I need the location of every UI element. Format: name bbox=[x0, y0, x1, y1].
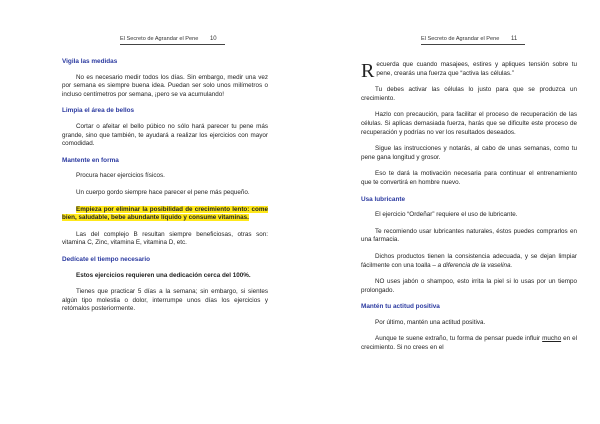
paragraph-text: en el crecimiento. Si no crees en el bbox=[361, 335, 578, 352]
section-heading: Mantente en forma bbox=[62, 156, 119, 164]
right-page-body bbox=[361, 61, 577, 361]
paragraph: No es necesario medir todos los días. Sin embargo, medir una vez por semana es siempre buena idea. Puedan ser solo unos milímetros o incluso centímetros por semana, ¡pero se va acumulando! bbox=[62, 73, 268, 98]
paragraph: Tienes que practicar 5 días a la semana; sin embargo, si sientes algún tipo molestia o dolor, interrumpe unos días los ejercicios y retómalos posteriormente. bbox=[62, 288, 268, 313]
paragraph: Tu debes activar las células lo justo para que se produzca un crecimiento. bbox=[361, 86, 577, 102]
drop-cap: R bbox=[361, 60, 375, 82]
italic-text: a diferencia de la vaselina. bbox=[437, 261, 513, 269]
paragraph: Un cuerpo gordo siempre hace parecer el pene más pequeño. bbox=[76, 188, 250, 196]
underlined-text: mucho bbox=[542, 335, 562, 343]
right-page-header bbox=[421, 36, 517, 42]
paragraph: NO uses jabón o shampoo, esto irrita la piel si lo usas por un tiempo prolongado. bbox=[361, 278, 577, 294]
right-page bbox=[300, 0, 600, 424]
paragraph: Procura hacer ejercicios físicos. bbox=[76, 172, 165, 180]
section-heading: Dedícate el tiempo necesario bbox=[62, 255, 151, 263]
bold-paragraph: Estos ejercicios requieren una dedicación cerca del 100%. bbox=[76, 271, 251, 279]
section-heading: Limpia el área de bellos bbox=[62, 107, 135, 115]
paragraph: Las del complejo B resultan siempre beneficiosas, otras son: vitamina C, Zinc, vitamina E, vitamina D, etc. bbox=[62, 230, 268, 247]
section-heading: Mantén tu actitud positiva bbox=[361, 303, 440, 311]
paragraph bbox=[361, 253, 577, 270]
page-number: 11 bbox=[510, 36, 518, 42]
paragraph-text: Aunque te suene extraño, tu forma de pensar puede influir bbox=[375, 335, 543, 343]
highlighted-text: Empieza por eliminar la posibilidad de crecimiento lento: come bien, saludable, bebe abundante líquido y consume vitaminas. bbox=[62, 205, 268, 222]
section-heading: Vigila las medidas bbox=[62, 58, 118, 65]
left-page-body bbox=[62, 58, 268, 322]
highlighted-paragraph bbox=[62, 206, 268, 223]
paragraph bbox=[361, 335, 577, 352]
paragraph-text: ecuerda que cuando masajees, estires y apliques tensión sobre tu pene, crearás una fuerza que “activa las células.” bbox=[376, 61, 577, 77]
header-title: El Secreto de Agrandar el Pene bbox=[421, 36, 500, 42]
paragraph: Te recomiendo usar lubricantes naturales, éstos puedes comprarlos en una farmacia. bbox=[361, 227, 577, 244]
header-title: El Secreto de Agrandar el Pene bbox=[120, 36, 199, 42]
header-rule bbox=[120, 44, 225, 45]
section-heading: Usa lubricante bbox=[361, 195, 406, 203]
left-page-header bbox=[120, 36, 217, 42]
paragraph: Eso te dará la motivación necesaria para continuar el entrenamiento que te convertirá en hombre nuevo. bbox=[361, 170, 577, 186]
paragraph: Sigue las instrucciones y notarás, al cabo de unas semanas, como tu pene gana longitud y grosor. bbox=[361, 145, 577, 161]
header-rule bbox=[421, 44, 525, 45]
page-number: 10 bbox=[209, 36, 217, 42]
paragraph: Cortar o afeitar el bello púbico no sólo hará parecer tu pene más grande, sino que también, te ayudará a realizar los ejercicios con mayor comodidad. bbox=[62, 122, 268, 148]
paragraph: Hazlo con precaución, para facilitar el proceso de recuperación de las células. Si aplicas demasiada fuerza, harás que se dificulte este proceso de recuperación y podrías no ver los resultados deseados. bbox=[361, 111, 577, 136]
paragraph: Por último, mantén una actitud positiva. bbox=[375, 318, 486, 326]
paragraph-text: Dichos productos tienen la consistencia adecuada, y se dejan limpiar fácilmente con una toalla – bbox=[361, 252, 577, 269]
paragraph: El ejercicio “Ordeñar” requiere el uso de lubricante. bbox=[375, 211, 518, 219]
paragraph-drop-cap bbox=[361, 60, 577, 82]
